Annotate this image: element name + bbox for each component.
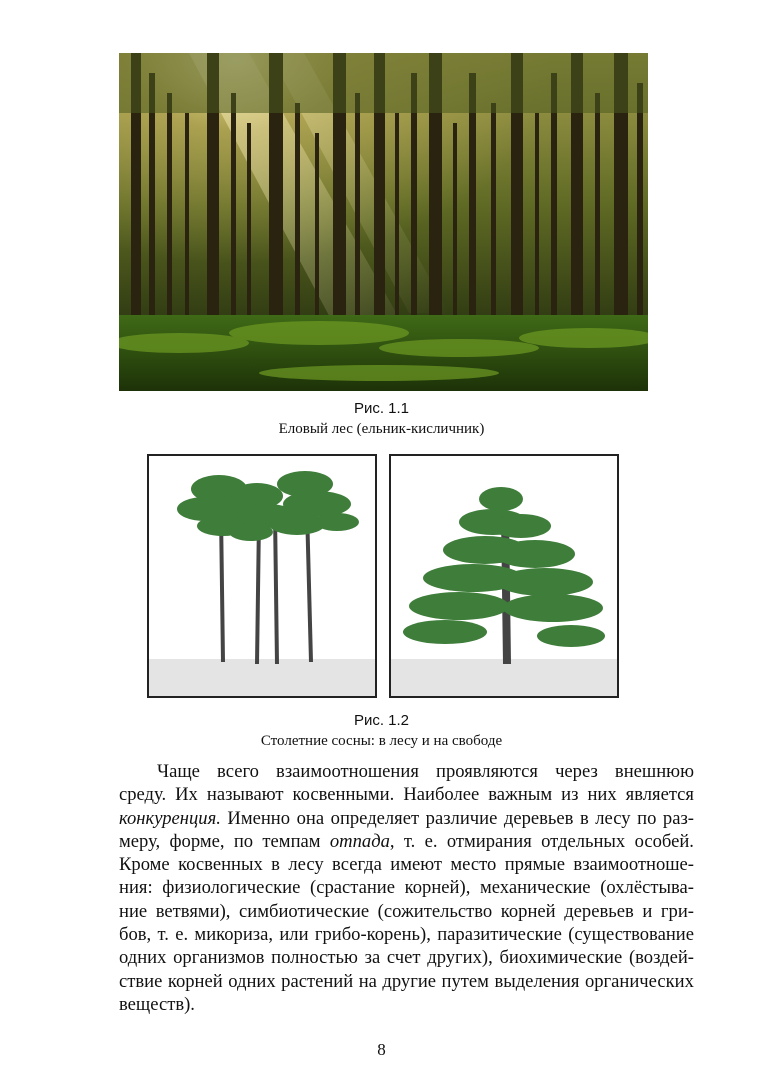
word: выделения <box>494 970 580 992</box>
paragraph-line <box>119 783 694 806</box>
figure-1-label: Рис. 1.1 <box>353 400 410 417</box>
word: различие <box>425 807 498 829</box>
word: другие <box>382 970 437 992</box>
word: или <box>279 924 309 946</box>
word: среду. <box>119 784 167 806</box>
word: имеют <box>390 854 443 876</box>
word: грибо-корень), <box>314 924 431 946</box>
word: темпам <box>262 830 321 852</box>
word: деревьев <box>564 900 634 922</box>
word: биохимические <box>499 947 623 969</box>
paragraph-line <box>119 900 694 923</box>
word: ветвями), <box>155 900 231 922</box>
word: физиологические <box>162 877 301 899</box>
word: них <box>587 784 617 806</box>
word: т. <box>403 830 416 852</box>
word: органических <box>584 970 694 992</box>
figure-2-label: Рис. 1.2 <box>353 712 410 729</box>
word: паразитические <box>437 924 562 946</box>
paragraph-line <box>119 946 694 969</box>
paragraph-line <box>119 993 694 1016</box>
paragraph-line <box>119 760 694 783</box>
word: Чаще <box>157 761 200 782</box>
word: важным <box>488 784 553 806</box>
word: форме, <box>169 830 225 852</box>
word: она <box>296 807 325 829</box>
word: (сожительство <box>377 900 493 922</box>
word: деревьев <box>503 807 574 829</box>
word: организмов <box>173 947 265 969</box>
word: за <box>364 947 381 969</box>
word: особей. <box>634 830 694 852</box>
word: ние <box>119 900 148 922</box>
word: счет <box>386 947 421 969</box>
word: путем <box>441 970 489 992</box>
word: конкуренция. <box>119 807 221 829</box>
word: называют <box>206 784 284 806</box>
word: из <box>561 784 579 806</box>
spruce-forest-photo <box>119 53 648 391</box>
word: по <box>637 807 657 829</box>
word: ния: <box>119 877 153 899</box>
word: косвенных <box>178 854 263 876</box>
word: всегда <box>332 854 382 876</box>
paragraph-line <box>119 830 694 853</box>
word: одних <box>119 947 167 969</box>
figure-2-caption: Столетние сосны: в лесу и на свободе <box>260 733 503 749</box>
word: прямые <box>504 854 566 876</box>
word: ствие <box>119 970 163 992</box>
word: гри- <box>660 900 694 922</box>
word: других), <box>427 947 493 969</box>
word: лесу <box>288 854 324 876</box>
pine-in-open-drawing <box>389 454 619 698</box>
word: механические <box>480 877 591 899</box>
word: взаимоотноше- <box>573 854 694 876</box>
word: т. <box>157 924 169 946</box>
paragraph-line <box>119 853 694 876</box>
word: симбиотические <box>239 900 370 922</box>
paragraph-line <box>119 923 694 946</box>
word: корней), <box>404 877 471 899</box>
word: лесу <box>595 807 631 829</box>
word: и <box>642 900 653 922</box>
word: место <box>450 854 497 876</box>
word: корней <box>500 900 556 922</box>
word: раз- <box>662 807 694 829</box>
word: микориза, <box>194 924 274 946</box>
word: взаимоотношения <box>276 761 419 782</box>
word: на <box>358 970 377 992</box>
word: по <box>233 830 254 852</box>
word: е. <box>175 924 189 946</box>
paragraph-line <box>119 876 694 899</box>
word: меру, <box>119 830 161 852</box>
word: является <box>625 784 694 806</box>
word: бов, <box>119 924 152 946</box>
word: внешнюю <box>614 761 694 782</box>
word: Кроме <box>119 854 170 876</box>
word: Наиболее <box>403 784 480 806</box>
pines-in-forest-drawing <box>147 454 377 698</box>
word: определяет <box>330 807 420 829</box>
word: е. <box>424 830 438 852</box>
paragraph-line <box>119 970 694 993</box>
word: Именно <box>227 807 291 829</box>
word: (охлёстыва- <box>600 877 694 899</box>
word: в <box>271 854 280 876</box>
word: корней <box>167 970 223 992</box>
word: косвенными. <box>292 784 395 806</box>
word: веществ). <box>119 993 195 1015</box>
word: Их <box>175 784 198 806</box>
word: полностью <box>271 947 358 969</box>
word: отдельных <box>541 830 626 852</box>
word: растений <box>281 970 354 992</box>
word: проявляются <box>436 761 538 782</box>
word: через <box>555 761 598 782</box>
body-paragraph <box>119 760 694 1016</box>
word: одних <box>228 970 276 992</box>
word: отмирания <box>446 830 532 852</box>
word: (существование <box>568 924 694 946</box>
word: в <box>579 807 589 829</box>
word: (срастание <box>310 877 396 899</box>
figure-1-caption: Еловый лес (ельник-кисличник) <box>278 421 485 437</box>
word: отпада, <box>329 830 395 852</box>
word: (воздей- <box>628 947 694 969</box>
page-number: 8 <box>377 1040 386 1059</box>
word: всего <box>217 761 259 782</box>
paragraph-line <box>119 807 694 830</box>
